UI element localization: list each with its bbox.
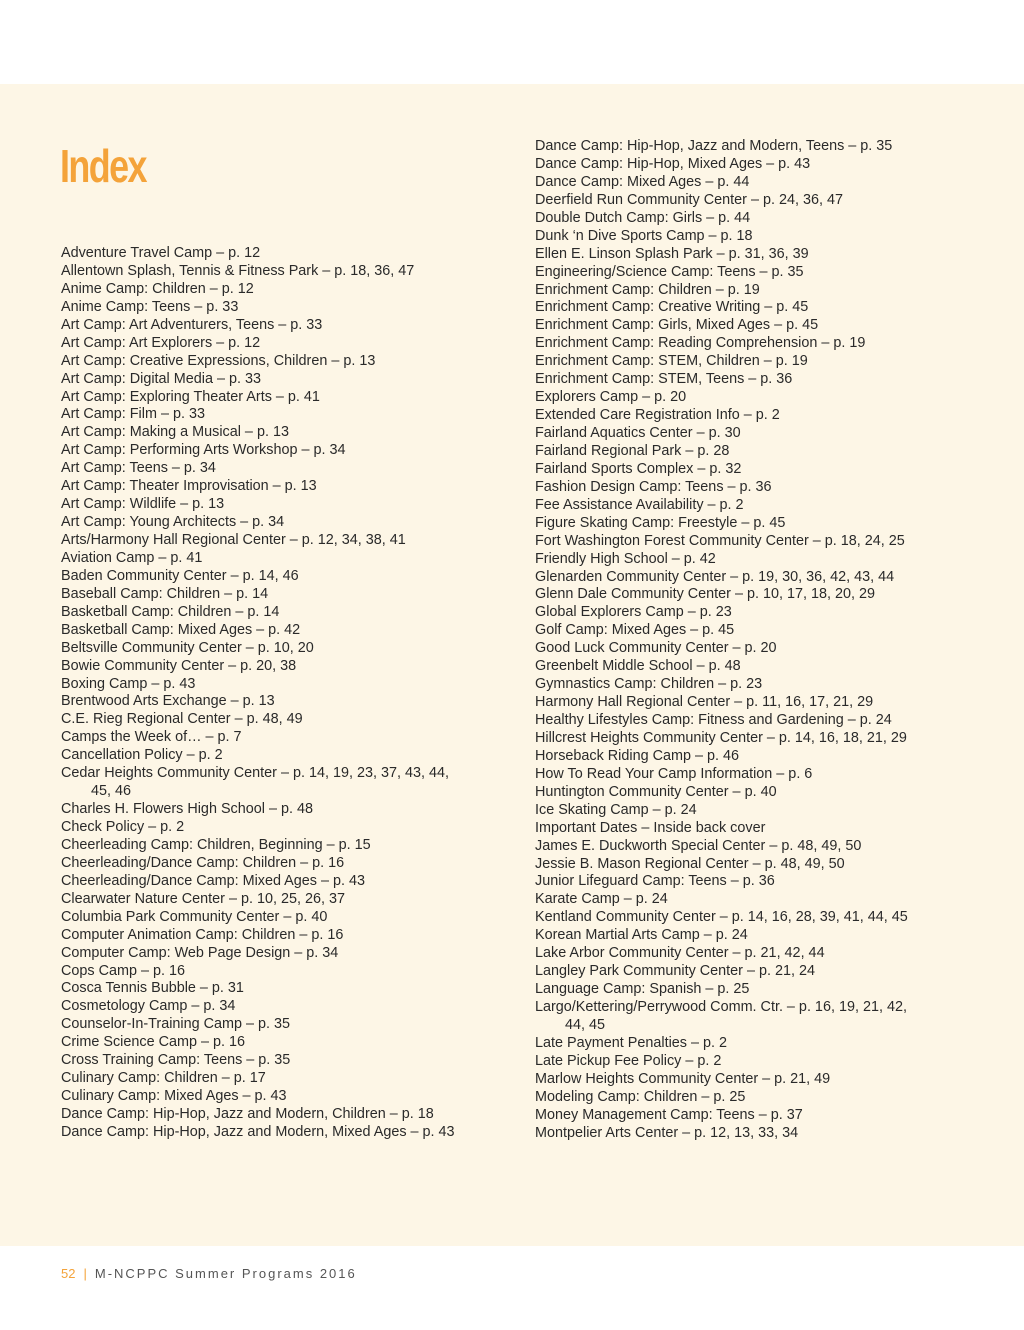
index-entry-text: Healthy Lifestyles Camp: Fitness and Gardening – p. 24 [535,712,892,728]
index-entry-text: Fashion Design Camp: Teens – p. 36 [535,478,772,495]
index-entry-text: Golf Camp: Mixed Ages – p. 45 [535,622,735,639]
index-entry [535,658,908,676]
index-entry-text: Lake Arbor Community Center – p. 21, 42, 44 [535,945,825,962]
index-entry [61,1106,455,1124]
index-entry [61,245,455,263]
index-entry-text: Dunk ‘n Dive Sports Camp – p. 18 [535,227,753,244]
index-entry-text: Art Camp: Wildlife – p. 13 [61,496,225,513]
index-entry [61,371,455,389]
index-entry [535,317,908,335]
index-entry [535,945,908,963]
index-entry [61,353,455,371]
index-entry [535,407,908,425]
index-entry [61,281,455,299]
index-entry [535,1089,908,1107]
index-entry [535,891,908,909]
index-entry [535,712,908,730]
index-entry-text: Art Camp: Performing Arts Workshop – p. 34 [61,442,346,459]
index-entry [61,765,455,783]
index-entry [61,550,455,568]
index-entry-text: Art Camp: Exploring Theater Arts – p. 41 [61,388,320,405]
index-entry-text: Crime Science Camp – p. 16 [61,1034,245,1051]
footer-separator: | [83,1266,87,1281]
index-entry [61,658,455,676]
index-entry [535,856,908,874]
index-entry [535,748,908,766]
index-entry-text: Engineering/Science Camp: Teens – p. 35 [535,263,804,280]
index-entry-text: Junior Lifeguard Camp: Teens – p. 36 [535,873,775,890]
index-entry-text: Art Camp: Teens – p. 34 [61,460,216,477]
index-entry-text: Dance Camp: Hip-Hop, Jazz and Modern, Teens – p. 35 [535,138,893,154]
index-entry [535,515,908,533]
index-entry-text: Boxing Camp – p. 43 [61,675,196,692]
index-entry-text: Figure Skating Camp: Freestyle – p. 45 [535,514,786,531]
index-entry [535,676,908,694]
index-entry [61,729,455,747]
index-entry-text: Anime Camp: Children – p. 12 [61,280,254,297]
index-entry-text: Language Camp: Spanish – p. 25 [535,981,750,998]
index-entry-text: Marlow Heights Community Center – p. 21, 49 [535,1070,831,1087]
index-entry [535,174,908,192]
index-entry [61,1070,455,1088]
index-entry [535,282,908,300]
index-entry [61,747,455,765]
index-entry-text: Columbia Park Community Center – p. 40 [61,908,328,925]
index-entry-text: Global Explorers Camp – p. 23 [535,604,732,621]
index-entry-text: Cosmetology Camp – p. 34 [61,998,236,1015]
index-entry [535,264,908,282]
index-entry [61,837,455,855]
index-entry [61,963,455,981]
index-entry [61,1052,455,1070]
index-entry-text: Cedar Heights Community Center – p. 14, 19, 23, 37, 43, 44, [61,765,449,782]
index-entry [61,909,455,927]
index-entry-text: Adventure Travel Camp – p. 12 [61,245,261,261]
index-entry-text: Dance Camp: Hip-Hop, Jazz and Modern, Mixed Ages – p. 43 [61,1123,455,1140]
index-entry [535,1017,908,1035]
index-entry [61,317,455,335]
page-number: 52 [61,1266,76,1281]
index-entry-text: Anime Camp: Teens – p. 33 [61,298,239,315]
publication-title: M-NCPPC Summer Programs 2016 [94,1266,357,1281]
index-entry [535,156,908,174]
index-entry [61,514,455,532]
index-entry-text: Baden Community Center – p. 14, 46 [61,567,299,584]
index-entry-text: Friendly High School – p. 42 [535,550,716,567]
index-entry [61,532,455,550]
index-entry [535,604,908,622]
index-entry-text: Enrichment Camp: STEM, Teens – p. 36 [535,371,793,388]
index-entry [535,246,908,264]
index-entry [61,442,455,460]
index-entry [535,909,908,927]
index-entry-text: Fairland Regional Park – p. 28 [535,442,730,459]
index-entry-text: Art Camp: Digital Media – p. 33 [61,370,261,387]
index-entry-text: Arts/Harmony Hall Regional Center – p. 12, 34, 38, 41 [61,532,406,548]
index-entry [535,873,908,891]
index-entry [535,299,908,317]
index-entry-text: Kentland Community Center – p. 14, 16, 28, 39, 41, 44, 45 [535,909,908,926]
index-entry [535,820,908,838]
index-entry [61,299,455,317]
index-column-right [535,138,908,1143]
index-entry-text: Cross Training Camp: Teens – p. 35 [61,1052,291,1069]
index-entry-text: Fort Washington Forest Community Center – p. 18, 24, 25 [535,532,905,549]
index-entry-text: Double Dutch Camp: Girls – p. 44 [535,209,751,226]
index-entry [61,801,455,819]
index-entry-text: Art Camp: Theater Improvisation – p. 13 [61,478,317,495]
index-entry [535,1125,908,1143]
index-entry [61,1016,455,1034]
index-entry-text: Check Policy – p. 2 [61,819,185,835]
index-entry [61,263,455,281]
index-entry-text: Art Camp: Making a Musical – p. 13 [61,424,289,441]
index-entry-text: Bowie Community Center – p. 20, 38 [61,657,297,674]
index-entry [61,406,455,424]
index-entry-text: Culinary Camp: Mixed Ages – p. 43 [61,1088,287,1105]
index-entry-text: Computer Camp: Web Page Design – p. 34 [61,944,339,961]
index-entry-text: Baseball Camp: Children – p. 14 [61,585,269,602]
index-entry [61,873,455,891]
index-entry [535,730,908,748]
index-entry [61,945,455,963]
index-entry [535,533,908,551]
index-entry-text: James E. Duckworth Special Center – p. 48, 49, 50 [535,837,862,854]
page-footer [61,1266,357,1281]
index-entry-text: Cosca Tennis Bubble – p. 31 [61,980,244,997]
index-entry-text: Montpelier Arts Center – p. 12, 13, 33, 34 [535,1124,799,1141]
index-entry [535,586,908,604]
index-entry [535,461,908,479]
index-entry-text: 45, 46 [91,783,132,800]
index-entry-text: Glenn Dale Community Center – p. 10, 17, 18, 20, 29 [535,586,875,603]
index-entry [61,927,455,945]
index-entry [535,210,908,228]
index-entry-text: 44, 45 [565,1016,606,1033]
index-entry-text: Fairland Aquatics Center – p. 30 [535,425,741,441]
index-entry-text: Cops Camp – p. 16 [61,962,185,979]
index-entry-text: Computer Animation Camp: Children – p. 16 [61,926,344,943]
index-entry [61,478,455,496]
index-entry-text: Enrichment Camp: Creative Writing – p. 45 [535,299,809,316]
index-entry-text: Clearwater Nature Center – p. 10, 25, 26, 37 [61,890,345,907]
page-title: Index [60,140,146,192]
index-entry-text: Deerfield Run Community Center – p. 24, 36, 47 [535,191,843,208]
index-entry [61,783,455,801]
index-entry-text: Brentwood Arts Exchange – p. 13 [61,693,275,710]
index-entry-text: Horseback Riding Camp – p. 46 [535,747,739,764]
index-entry [61,1124,455,1142]
index-entry [61,998,455,1016]
index-entry-text: Cancellation Policy – p. 2 [61,747,223,764]
index-entry [61,389,455,407]
index-entry [61,1034,455,1052]
index-entry-text: Late Pickup Fee Policy – p. 2 [535,1052,722,1069]
index-entry-text: Art Camp: Young Architects – p. 34 [61,514,285,531]
index-entry-text: Art Camp: Art Explorers – p. 12 [61,334,261,351]
index-entry [535,694,908,712]
index-entry [535,1107,908,1125]
index-entry-text: Ice Skating Camp – p. 24 [535,801,697,818]
index-entry [535,622,908,640]
index-entry-text: Korean Martial Arts Camp – p. 24 [535,927,748,944]
index-column-left [61,245,455,1142]
index-entry-text: Cheerleading/Dance Camp: Mixed Ages – p. 43 [61,872,365,889]
index-entry [535,569,908,587]
index-entry-text: Modeling Camp: Children – p. 25 [535,1088,746,1105]
index-entry [61,693,455,711]
index-entry-text: Enrichment Camp: STEM, Children – p. 19 [535,353,808,370]
index-entry-text: How To Read Your Camp Information – p. 6 [535,765,813,782]
index-entry [535,1035,908,1053]
index-entry [61,604,455,622]
index-entry-text: Glenarden Community Center – p. 19, 30, 36, 42, 43, 44 [535,568,895,585]
index-entry [535,138,908,156]
index-entry-text: Extended Care Registration Info – p. 2 [535,407,780,424]
index-entry-text: Basketball Camp: Children – p. 14 [61,603,280,620]
index-entry-text: Fee Assistance Availability – p. 2 [535,496,744,513]
index-entry-text: Allentown Splash, Tennis & Fitness Park – p. 18, 36, 47 [61,262,415,279]
index-entry-text: Largo/Kettering/Perrywood Comm. Ctr. – p. 16, 19, 21, 42, [535,999,907,1015]
index-entry [535,353,908,371]
index-entry [61,568,455,586]
index-entry-text: Karate Camp – p. 24 [535,891,668,908]
index-entry [535,479,908,497]
index-entry-text: Jessie B. Mason Regional Center – p. 48, 49, 50 [535,855,845,872]
index-entry [61,622,455,640]
index-entry-text: Cheerleading/Dance Camp: Children – p. 16 [61,854,345,871]
index-entry [535,766,908,784]
index-entry-text: Aviation Camp – p. 41 [61,549,203,566]
index-entry-text: Art Camp: Creative Expressions, Children – p. 13 [61,352,376,369]
index-entry [535,640,908,658]
index-entry [535,927,908,945]
index-entry [535,389,908,407]
index-entry-text: C.E. Rieg Regional Center – p. 48, 49 [61,711,303,728]
index-entry-text: Art Camp: Film – p. 33 [61,406,205,423]
index-entry [61,676,455,694]
index-entry-text: Gymnastics Camp: Children – p. 23 [535,676,763,693]
index-entry-text: Hillcrest Heights Community Center – p. 14, 16, 18, 21, 29 [535,729,907,746]
index-entry-text: Important Dates – Inside back cover [535,819,766,836]
index-entry-text: Cheerleading Camp: Children, Beginning – p. 15 [61,836,371,853]
index-entry-text: Ellen E. Linson Splash Park – p. 31, 36, 39 [535,245,809,262]
index-entry [535,497,908,515]
index-entry-text: Good Luck Community Center – p. 20 [535,640,777,657]
index-entry-text: Greenbelt Middle School – p. 48 [535,658,741,675]
index-entry [535,228,908,246]
index-entry [535,802,908,820]
index-entry [61,711,455,729]
index-entry-text: Counselor-In-Training Camp – p. 35 [61,1016,291,1033]
index-entry [535,425,908,443]
index-entry-text: Art Camp: Art Adventurers, Teens – p. 33 [61,316,323,333]
index-entry-text: Late Payment Penalties – p. 2 [535,1034,727,1051]
index-entry-text: Fairland Sports Complex – p. 32 [535,460,742,477]
index-entry-text: Dance Camp: Hip-Hop, Jazz and Modern, Children – p. 18 [61,1106,434,1122]
index-entry-text: Dance Camp: Hip-Hop, Mixed Ages – p. 43 [535,155,811,172]
index-entry [61,496,455,514]
index-entry [535,838,908,856]
index-entry [535,1071,908,1089]
index-entry [61,640,455,658]
index-entry-text: Camps the Week of… – p. 7 [61,729,242,746]
index-entry [535,443,908,461]
index-entry [61,424,455,442]
index-entry [61,819,455,837]
index-entry [61,855,455,873]
index-entry-text: Beltsville Community Center – p. 10, 20 [61,639,314,656]
index-entry [61,586,455,604]
index-entry [535,371,908,389]
index-entry-text: Enrichment Camp: Children – p. 19 [535,281,760,298]
index-entry [535,335,908,353]
index-entry-text: Money Management Camp: Teens – p. 37 [535,1106,803,1123]
index-entry [61,891,455,909]
index-entry-text: Enrichment Camp: Girls, Mixed Ages – p. 45 [535,317,819,334]
index-entry-text: Enrichment Camp: Reading Comprehension – p. 19 [535,335,866,352]
index-entry [535,192,908,210]
index-entry [535,1053,908,1071]
index-entry [535,784,908,802]
index-entry-text: Explorers Camp – p. 20 [535,389,687,406]
index-entry-text: Culinary Camp: Children – p. 17 [61,1070,266,1087]
index-entry-text: Huntington Community Center – p. 40 [535,783,777,800]
index-entry-text: Dance Camp: Mixed Ages – p. 44 [535,173,750,190]
index-entry [535,999,908,1017]
index-entry [535,963,908,981]
index-entry-text: Basketball Camp: Mixed Ages – p. 42 [61,621,301,638]
index-entry [61,335,455,353]
index-entry-text: Harmony Hall Regional Center – p. 11, 16, 17, 21, 29 [535,694,874,711]
index-entry-text: Charles H. Flowers High School – p. 48 [61,801,313,818]
index-entry-text: Langley Park Community Center – p. 21, 24 [535,963,815,980]
index-entry [535,551,908,569]
index-entry [61,980,455,998]
index-entry [535,981,908,999]
index-entry [61,460,455,478]
index-entry [61,1088,455,1106]
